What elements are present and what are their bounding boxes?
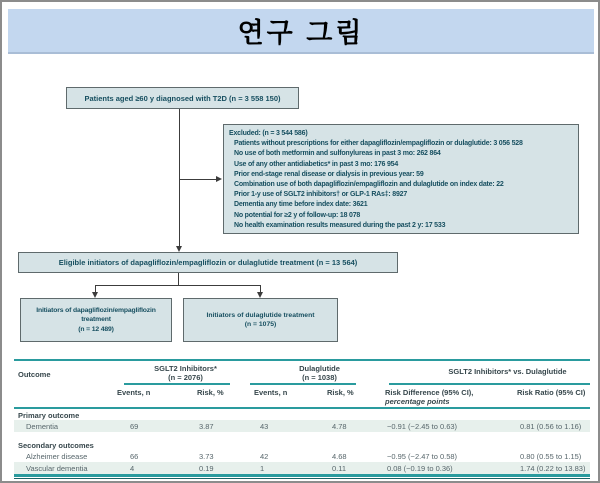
connector-main-vertical [179,109,180,246]
excluded-item: Patients without prescriptions for either dapagliflozin/empagliflozin or dulaglutide: 3 056 528 [234,140,523,148]
cell-outcome: Dementia [26,421,59,431]
cell-risk-ratio: 0.80 (0.55 to 1.15) [520,451,582,461]
arrowhead-down-icon [176,246,182,252]
excluded-item: No potential for ≥2 y of follow-up: 18 078 [234,211,361,219]
excluded-item: Prior 1-y use of SGLT2 inhibitors† or GLP-1 RAs‡: 8927 [234,191,408,199]
flow-box-excluded [223,124,579,234]
table-rule-top [14,359,590,361]
section-secondary-outcomes: Secondary outcomes [18,441,94,450]
group-name: Dulaglutide [299,364,340,373]
col-header-risk-ratio: Risk Ratio (95% CI) [517,388,586,397]
arm-left-line: Initiators of dapagliflozin/empagliflozin [36,306,156,314]
arrowhead-down-icon [257,292,263,298]
cell-risk-dula: 4.78 [332,421,347,431]
cell-events-dula: 1 [260,463,265,473]
connector-right-stub [260,285,261,292]
col-header-risk-sglt2: Risk, % [197,388,224,397]
table-row-alzheimer [14,450,590,462]
eligible-text: Eligible initiators of dapagliflozin/empagliflozin or dulaglutide treatment (n = 13 564) [58,258,358,267]
cell-risk-sglt2: 0.19 [199,463,214,473]
table-row-vascular [14,462,590,474]
excluded-item: Use of any other antidiabetics* in past 3 mo: 176 954 [234,160,399,168]
cell-events-dula: 42 [260,451,269,461]
col-header-risk-dula: Risk, % [327,388,354,397]
cell-events-dula: 43 [260,421,269,431]
cell-risk-ratio: 1.74 (0.22 to 13.83) [520,463,586,473]
col-group-sglt2 [117,364,254,382]
arm-left-line: (n = 12 489) [78,325,114,333]
group-n: (n = 2076) [168,373,203,382]
section-primary-outcome: Primary outcome [18,411,80,420]
cell-risk-dula: 4.68 [332,451,347,461]
table-rule-bottom [14,474,590,477]
group-underline [389,383,590,385]
table-row-dementia [14,420,590,432]
cell-risk-dula: 0.11 [332,463,347,473]
cell-risk-sglt2: 3.73 [199,451,214,461]
col-header-events-dula: Events, n [254,388,288,397]
arm-right-line: (n = 1075) [244,321,277,328]
title-bar [8,9,594,54]
excluded-item: No health examination results measured during the past 2 y: 17 533 [234,221,446,229]
risk-difference-line1: Risk Difference (95% CI), [385,388,474,397]
connector-split-horizontal [95,285,260,286]
table-body [14,409,590,474]
cell-outcome: Alzheimer disease [26,451,88,461]
page-title: 연구 그림 [237,18,365,48]
col-header-outcome: Outcome [18,370,51,379]
group-n: (n = 1038) [302,373,337,382]
row-spacer [14,432,590,439]
cell-events-sglt2: 69 [130,421,139,431]
col-group-dulaglutide [254,364,385,382]
col-group-comparison: SGLT2 Inhibitors* vs. Dulaglutide [448,367,567,376]
cell-outcome: Vascular dementia [26,463,88,473]
cell-events-sglt2: 4 [130,463,135,473]
arrowhead-right-icon [216,176,222,182]
cell-risk-difference: −0.95 (−2.47 to 0.58) [387,451,458,461]
cell-risk-difference: −0.91 (−2.45 to 0.63) [387,421,458,431]
population-text: Patients aged ≥60 y diagnosed with T2D (n = 3 558 150) [84,93,281,103]
flow-box-arm-dulaglutide [183,298,338,342]
cell-risk-sglt2: 3.87 [199,421,214,431]
connector-left-stub [95,285,96,292]
connector-eligible-stub [178,273,179,285]
cell-events-sglt2: 66 [130,451,139,461]
col-header-events-sglt2: Events, n [117,388,151,397]
arm-left-line: treatment [81,316,111,324]
cell-risk-difference: 0.08 (−0.19 to 0.36) [387,463,453,473]
table-rule-bottom-dark [14,478,590,479]
cell-risk-ratio: 0.81 (0.56 to 1.16) [520,421,582,431]
risk-difference-line2: percentage points [385,397,450,406]
arm-right-line: Initiators of dulaglutide treatment [206,311,315,319]
excluded-item: Prior end-stage renal disease or dialysis in previous year: 59 [234,170,424,178]
flow-box-eligible [18,252,398,273]
excluded-item: Combination use of both dapagliflozin/empagliflozin and dulaglutide on index date: 22 [234,181,504,189]
col-header-risk-difference [385,388,473,406]
group-name: SGLT2 Inhibitors* [154,364,217,373]
excluded-item: No use of both metformin and sulfonylureas in past 3 mo: 262 864 [234,150,441,158]
connector-excluded-branch [179,179,216,180]
group-underline [250,383,356,385]
excluded-item: Dementia any time before index date: 3621 [234,201,368,209]
flow-box-population [66,87,299,109]
group-underline [124,383,230,385]
arrowhead-down-icon [92,292,98,298]
flow-box-arm-sglt2 [20,298,172,342]
excluded-header: Excluded: (n = 3 544 586) [229,130,308,137]
results-table [14,359,590,481]
